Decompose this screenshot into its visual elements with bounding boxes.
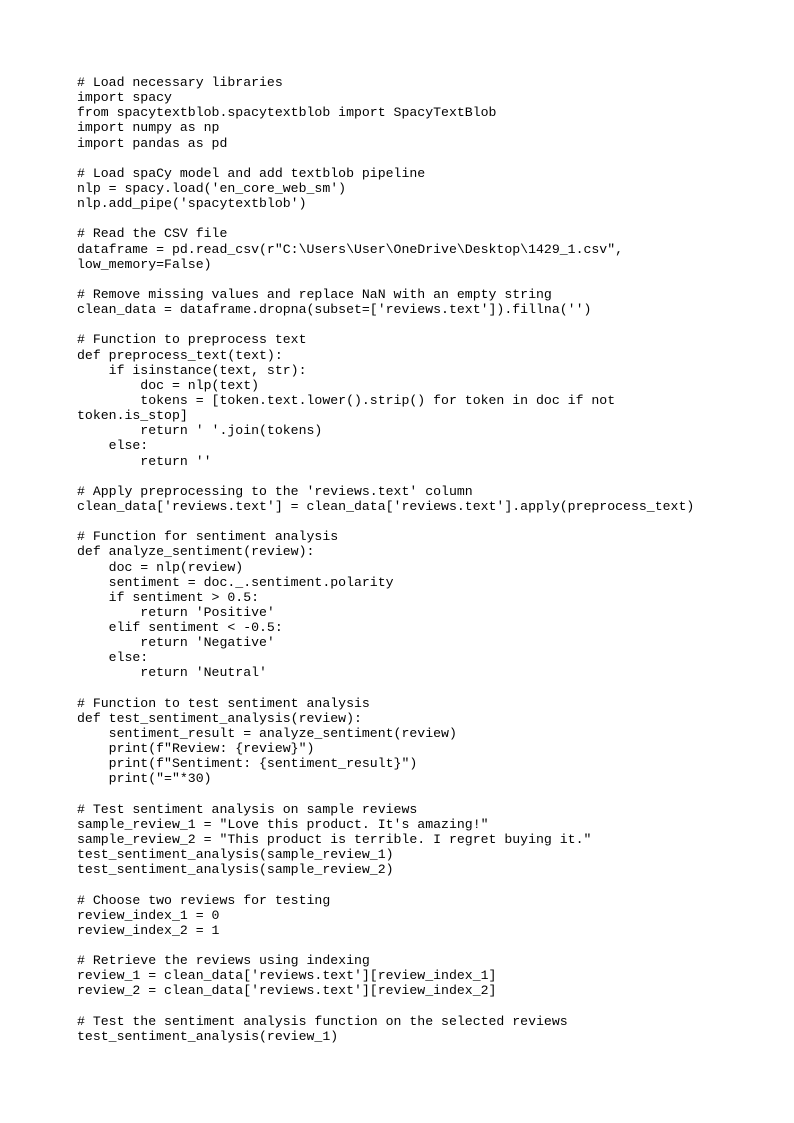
code-line: # Test the sentiment analysis function on the selected reviews — [77, 1013, 568, 1029]
code-line: def preprocess_text(text): — [77, 347, 283, 363]
code-line: sample_review_2 = "This product is terrible. I regret buying it." — [77, 832, 592, 848]
code-line: return 'Neutral' — [77, 665, 267, 681]
code-line — [77, 877, 777, 892]
code-line: print("="*30) — [77, 771, 212, 787]
code-line: if sentiment > 0.5: — [77, 589, 260, 605]
code-line: # Read the CSV file — [77, 226, 228, 242]
code-line: # Function to test sentiment analysis — [77, 695, 370, 711]
code-line: # Test sentiment analysis on sample reviews — [77, 801, 418, 817]
code-line: test_sentiment_analysis(review_1) — [77, 1028, 339, 1044]
code-line: clean_data = dataframe.dropna(subset=['reviews.text']).fillna('') — [77, 302, 592, 318]
code-line: def test_sentiment_analysis(review): — [77, 710, 362, 726]
code-line: elif sentiment < -0.5: — [77, 620, 283, 636]
code-line: # Remove missing values and replace NaN with an empty string — [77, 286, 552, 302]
code-line: low_memory=False) — [77, 256, 212, 272]
code-line: # Apply preprocessing to the 'reviews.text' column — [77, 483, 473, 499]
code-line — [77, 938, 777, 953]
code-line: review_index_1 = 0 — [77, 907, 220, 923]
code-line: return ' '.join(tokens) — [77, 423, 323, 439]
code-line — [77, 211, 777, 226]
code-line: dataframe = pd.read_csv(r"C:\Users\User\OneDrive\Desktop\1429_1.csv", — [77, 241, 624, 257]
code-line — [77, 514, 777, 529]
code-line: from spacytextblob.spacytextblob import SpacyTextBlob — [77, 105, 497, 121]
code-line — [77, 999, 777, 1014]
code-line: # Choose two reviews for testing — [77, 892, 331, 908]
code-line: import spacy — [77, 90, 172, 106]
code-listing — [77, 75, 777, 1044]
code-line — [77, 317, 777, 332]
code-line: clean_data['reviews.text'] = clean_data['reviews.text'].apply(preprocess_text) — [77, 498, 695, 514]
code-line: # Function for sentiment analysis — [77, 529, 339, 545]
code-line: sample_review_1 = "Love this product. It's amazing!" — [77, 816, 489, 832]
code-line: # Function to preprocess text — [77, 332, 307, 348]
code-line: nlp.add_pipe('spacytextblob') — [77, 196, 307, 212]
code-line: return 'Negative' — [77, 635, 275, 651]
code-line — [77, 469, 777, 484]
code-line: tokens = [token.text.lower().strip() for token in doc if not — [77, 392, 616, 408]
code-line: import pandas as pd — [77, 135, 228, 151]
code-line: review_2 = clean_data['reviews.text'][review_index_2] — [77, 983, 497, 999]
code-line: print(f"Review: {review}") — [77, 741, 315, 757]
code-line: if isinstance(text, str): — [77, 362, 307, 378]
code-line: review_index_2 = 1 — [77, 922, 220, 938]
code-line: def analyze_sentiment(review): — [77, 544, 315, 560]
code-line — [77, 272, 777, 287]
code-line: test_sentiment_analysis(sample_review_1) — [77, 847, 394, 863]
code-line: # Retrieve the reviews using indexing — [77, 953, 370, 969]
code-line: review_1 = clean_data['reviews.text'][review_index_1] — [77, 968, 497, 984]
code-line: # Load necessary libraries — [77, 75, 283, 90]
code-line: return '' — [77, 453, 212, 469]
code-line: sentiment = doc._.sentiment.polarity — [77, 574, 394, 590]
code-line: token.is_stop] — [77, 408, 188, 424]
code-line: nlp = spacy.load('en_core_web_sm') — [77, 180, 347, 196]
code-line — [77, 787, 777, 802]
code-line: sentiment_result = analyze_sentiment(review) — [77, 726, 457, 742]
code-line: print(f"Sentiment: {sentiment_result}") — [77, 756, 418, 772]
code-line: doc = nlp(review) — [77, 559, 244, 575]
code-line — [77, 681, 777, 696]
code-line: doc = nlp(text) — [77, 377, 260, 393]
code-line: else: — [77, 650, 149, 666]
code-line: return 'Positive' — [77, 604, 275, 620]
code-line: test_sentiment_analysis(sample_review_2) — [77, 862, 394, 878]
code-line: # Load spaCy model and add textblob pipeline — [77, 165, 426, 181]
code-line: else: — [77, 438, 149, 454]
code-line: import numpy as np — [77, 120, 220, 136]
code-line — [77, 151, 777, 166]
